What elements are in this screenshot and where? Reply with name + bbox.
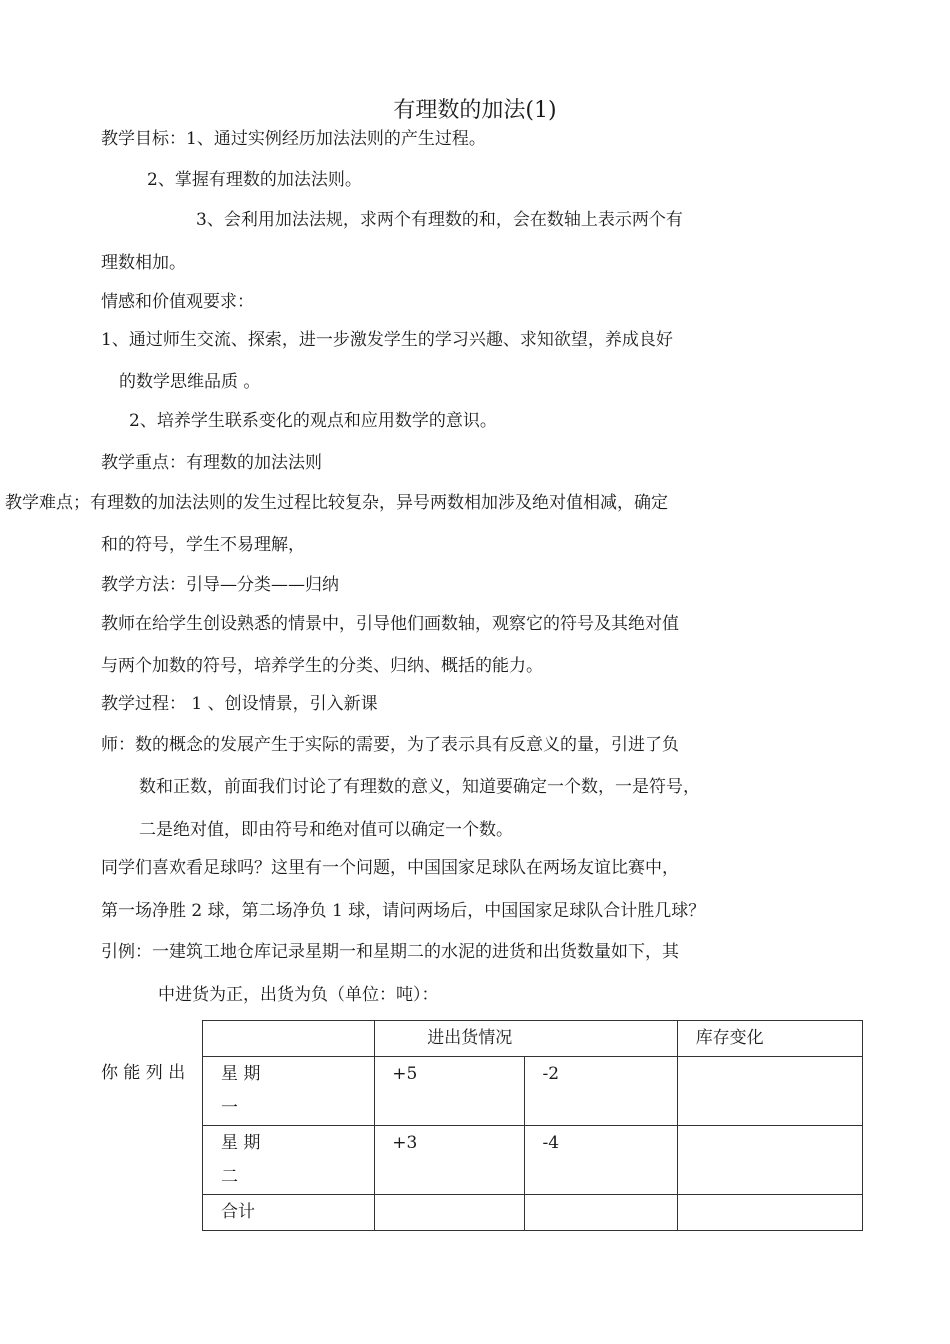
table-header-row <box>203 1021 863 1057</box>
table-header-inout: 进出货情况 <box>375 1021 677 1057</box>
table-row-label: 星 期 二 <box>203 1126 375 1195</box>
text-line: 第一场净胜 2 球，第二场净负 1 球，请问两场后，中国国家足球队合计胜几球？ <box>101 901 706 921</box>
table-cell-out <box>525 1195 677 1231</box>
inventory-table <box>202 1020 863 1231</box>
text-line: 3、会利用加法法规，求两个有理数的和，会在数轴上表示两个有 <box>196 210 683 230</box>
text-line: 教学过程： 1 、创设情景，引入新课 <box>101 694 378 714</box>
table-row <box>203 1195 863 1231</box>
table-row <box>203 1057 863 1126</box>
text-line: 教师在给学生创设熟悉的情景中，引导他们画数轴，观察它的符号及其绝对值 <box>101 614 679 634</box>
document-title: 有理数的加法(1) <box>393 98 557 123</box>
text-line: 引例：一建筑工地仓库记录星期一和星期二的水泥的进货和出货数量如下，其 <box>101 942 679 962</box>
text-line: 2、掌握有理数的加法法则。 <box>147 170 362 190</box>
table-row-label: 星 期 一 <box>203 1057 375 1126</box>
text-line: 你 能 列 出 <box>101 1063 186 1083</box>
table-cell-in: +5 <box>375 1057 525 1126</box>
table-cell-change <box>677 1057 862 1126</box>
table-cell-change <box>677 1195 862 1231</box>
text-line: 2、培养学生联系变化的观点和应用数学的意识。 <box>129 411 497 431</box>
table-cell-out: -4 <box>525 1126 677 1195</box>
text-line: 教学方法：引导—分类——归纳 <box>101 575 339 595</box>
text-line: 教学重点：有理数的加法法则 <box>101 453 322 473</box>
text-line: 1、通过师生交流、探索，进一步激发学生的学习兴趣、求知欲望，养成良好 <box>101 330 673 350</box>
text-line: 数和正数，前面我们讨论了有理数的意义，知道要确定一个数，一是符号， <box>139 777 700 797</box>
table-cell-change <box>677 1126 862 1195</box>
text-line: 中进货为正，出货为负（单位：吨）： <box>158 985 439 1005</box>
text-line: 同学们喜欢看足球吗？这里有一个问题，中国国家足球队在两场友谊比赛中， <box>101 858 679 878</box>
text-line: 情感和价值观要求： <box>101 292 254 312</box>
text-line: 师：数的概念的发展产生于实际的需要，为了表示具有反意义的量，引进了负 <box>101 735 679 755</box>
table-row <box>203 1126 863 1195</box>
table-cell <box>203 1021 375 1057</box>
text-line: 教学目标：1、通过实例经历加法法则的产生过程。 <box>101 129 486 149</box>
table-cell-in: +3 <box>375 1126 525 1195</box>
table-cell-in <box>375 1195 525 1231</box>
text-line: 教学难点；有理数的加法法则的发生过程比较复杂，异号两数相加涉及绝对值相减，确定 <box>5 493 668 513</box>
text-line: 理数相加。 <box>101 253 186 273</box>
text-line: 二是绝对值，即由符号和绝对值可以确定一个数。 <box>139 820 513 840</box>
text-line: 的数学思维品质 。 <box>119 372 261 392</box>
table-cell-out: -2 <box>525 1057 677 1126</box>
text-line: 与两个加数的符号，培养学生的分类、归纳、概括的能力。 <box>101 656 543 676</box>
table-row-label: 合计 <box>203 1195 375 1231</box>
text-line: 和的符号，学生不易理解， <box>101 535 305 555</box>
table-header-change: 库存变化 <box>677 1021 862 1057</box>
